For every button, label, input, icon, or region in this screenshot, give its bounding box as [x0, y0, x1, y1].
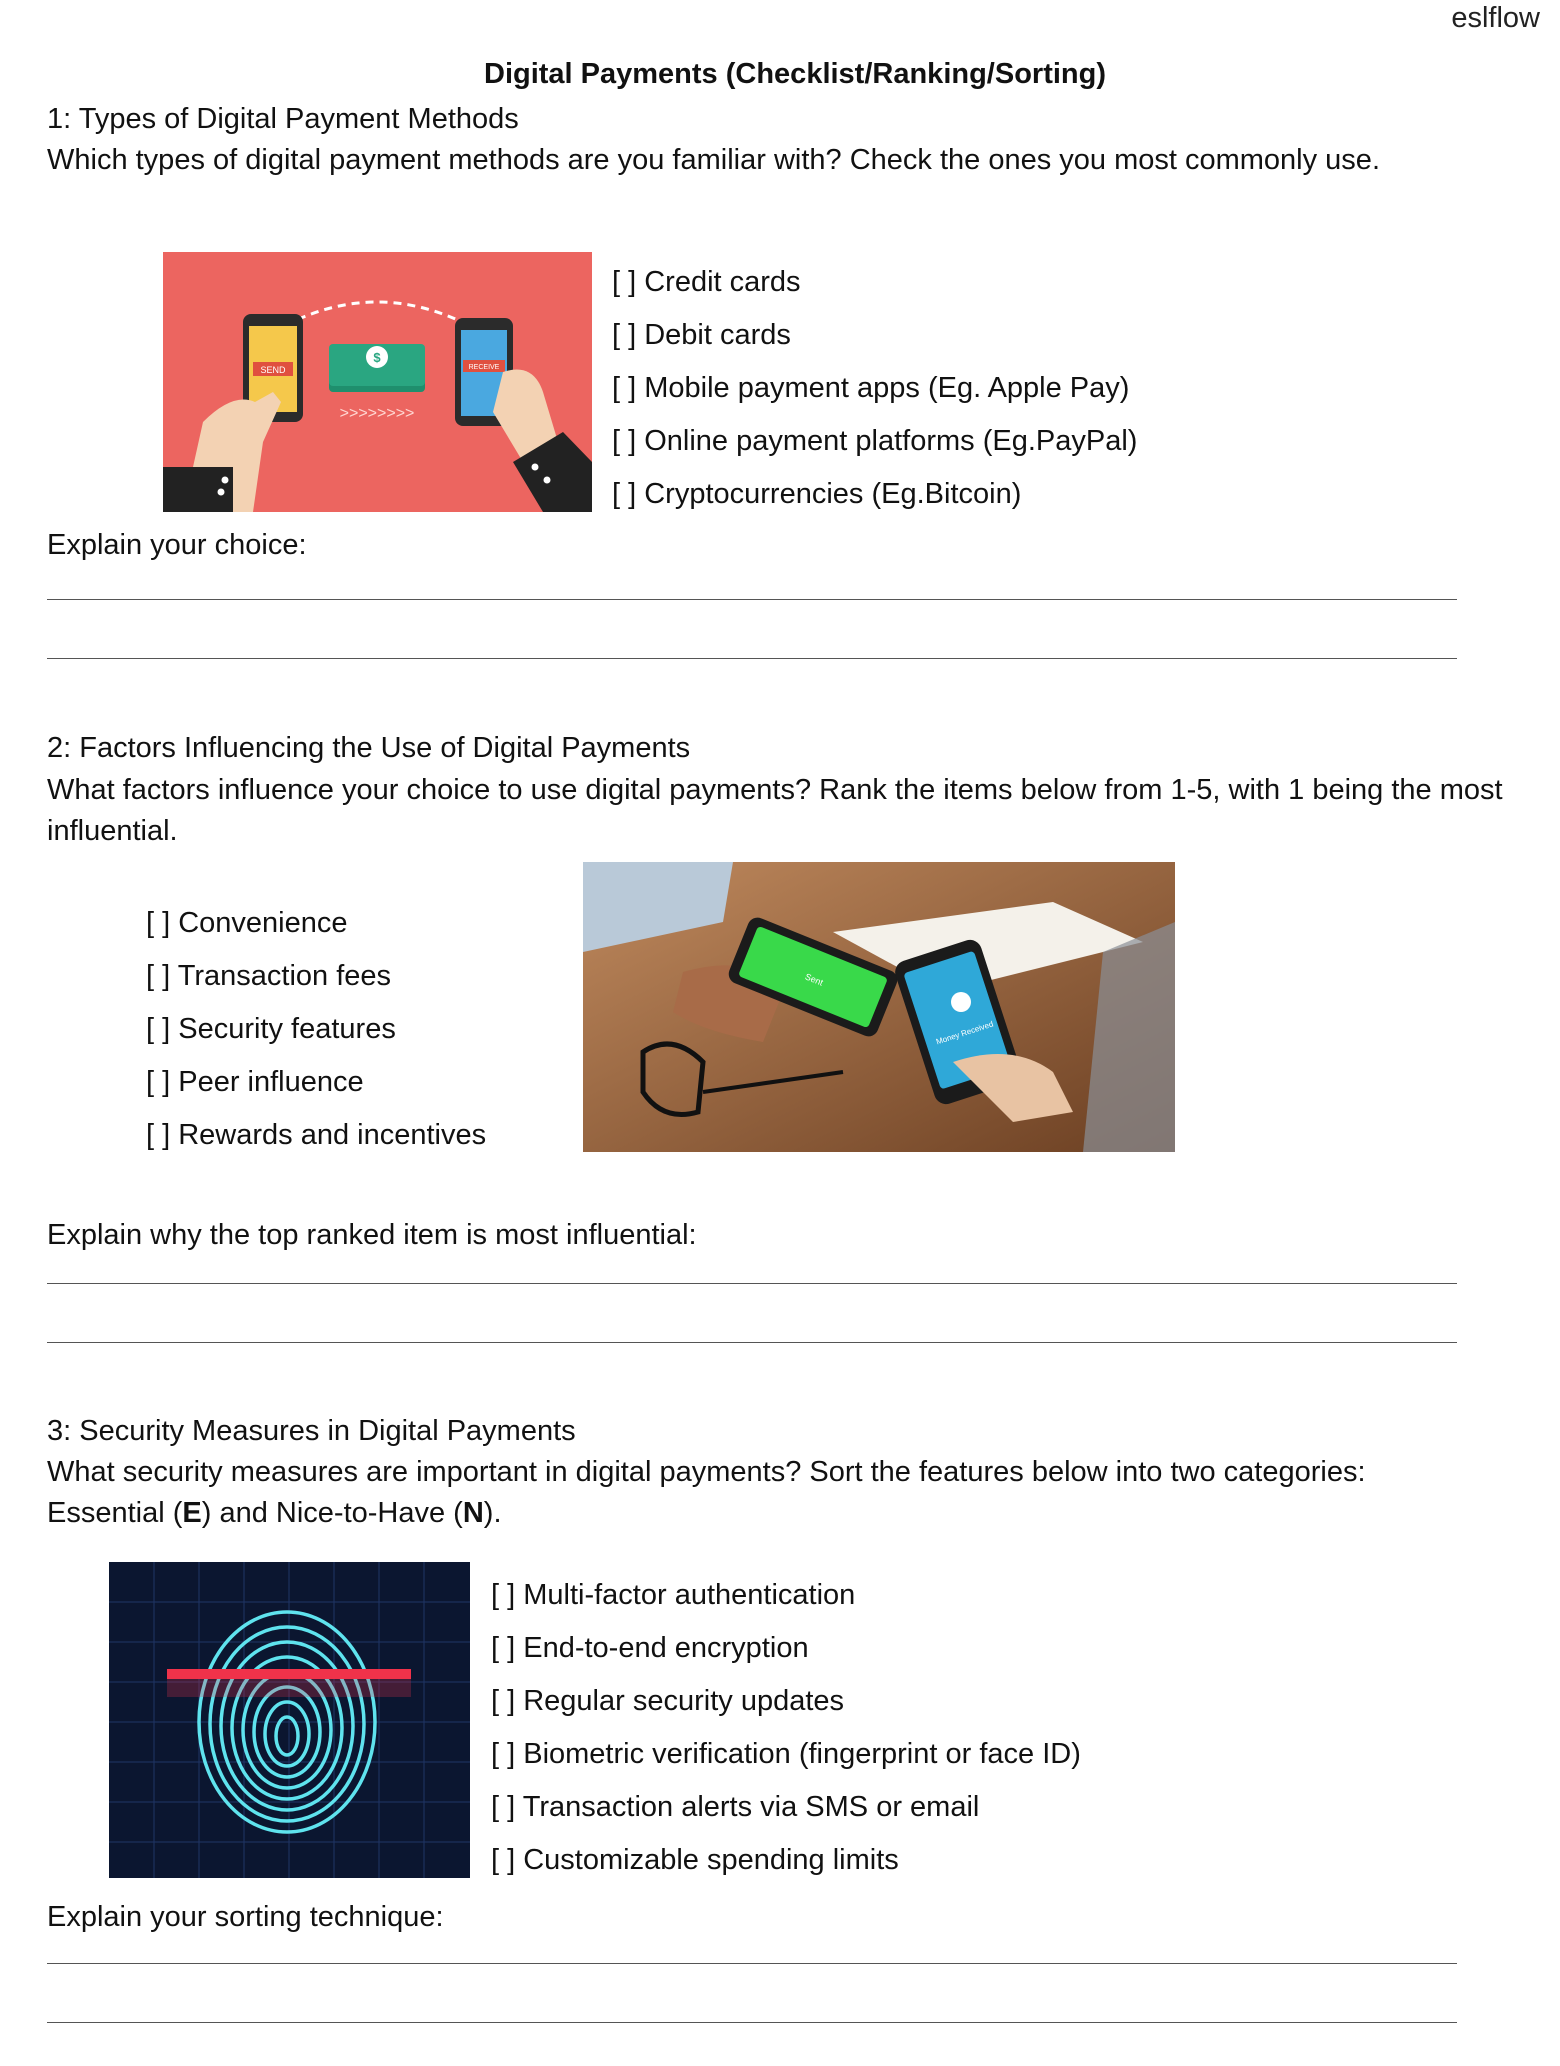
- svg-text:Money Received: Money Received: [934, 1019, 995, 1047]
- section3-question: What security measures are important in digital payments? Sort the features below into two categories:: [47, 1456, 1366, 1488]
- section2-options: [146, 897, 486, 1162]
- checklist-item[interactable]: [ ] Debit cards: [612, 319, 791, 351]
- section3-options: [491, 1569, 1081, 1887]
- sorting-item[interactable]: [ ] Multi-factor authentication: [491, 1579, 856, 1611]
- answer-line[interactable]: [47, 1342, 1457, 1343]
- svg-text:>>>>>>>>: >>>>>>>>: [339, 405, 415, 422]
- brand-label: eslflow: [1451, 2, 1540, 34]
- ranking-item[interactable]: [ ] Rewards and incentives: [146, 1119, 487, 1151]
- answer-line[interactable]: [47, 658, 1457, 659]
- checklist-item[interactable]: [ ] Credit cards: [612, 266, 801, 298]
- section2-heading: 2: Factors Influencing the Use of Digital Payments: [47, 732, 691, 764]
- section2-explain-label: Explain why the top ranked item is most influential:: [47, 1219, 697, 1251]
- section1-explain-label: Explain your choice:: [47, 529, 307, 561]
- receive-label: RECEIVE: [468, 364, 500, 371]
- sorting-item[interactable]: [ ] Regular security updates: [491, 1685, 845, 1717]
- answer-line[interactable]: [47, 1283, 1457, 1284]
- answer-line[interactable]: [47, 1963, 1457, 1964]
- answer-line[interactable]: [47, 2022, 1457, 2023]
- checklist-item[interactable]: [ ] Online payment platforms (Eg.PayPal): [612, 425, 1138, 457]
- sorting-item[interactable]: [ ] Biometric verification (fingerprint or face ID): [491, 1738, 1081, 1770]
- section3-explain-label: Explain your sorting technique:: [47, 1901, 444, 1933]
- ranking-item[interactable]: [ ] Peer influence: [146, 1066, 364, 1098]
- payment-transfer-image: [163, 252, 592, 512]
- fingerprint-scan-image: [109, 1562, 470, 1878]
- answer-line[interactable]: [47, 599, 1457, 600]
- sorting-item[interactable]: [ ] End-to-end encryption: [491, 1632, 809, 1664]
- section3-heading: 3: Security Measures in Digital Payments: [47, 1415, 576, 1447]
- phones-payment-photo: [583, 862, 1175, 1152]
- checklist-item[interactable]: [ ] Cryptocurrencies (Eg.Bitcoin): [612, 478, 1022, 510]
- ranking-item[interactable]: [ ] Security features: [146, 1013, 396, 1045]
- section1-question: Which types of digital payment methods are you familiar with? Check the ones you most commonly use.: [47, 144, 1380, 176]
- send-label: SEND: [260, 365, 286, 375]
- checklist-item[interactable]: [ ] Mobile payment apps (Eg. Apple Pay): [612, 372, 1130, 404]
- section1-heading: 1: Types of Digital Payment Methods: [47, 103, 519, 135]
- ranking-item[interactable]: [ ] Convenience: [146, 907, 348, 939]
- section3-categories: Essential (E) and Nice-to-Have (N).: [47, 1497, 502, 1529]
- sorting-item[interactable]: [ ] Transaction alerts via SMS or email: [491, 1791, 980, 1823]
- sorting-item[interactable]: [ ] Customizable spending limits: [491, 1844, 899, 1876]
- page-title: Digital Payments (Checklist/Ranking/Sorting): [484, 58, 1106, 90]
- svg-text:$: $: [373, 350, 381, 365]
- nice-to-have-code: N: [462, 1497, 484, 1529]
- essential-code: E: [182, 1497, 202, 1529]
- svg-text:Sent: Sent: [803, 971, 825, 988]
- ranking-item[interactable]: [ ] Transaction fees: [146, 960, 392, 992]
- section2-question: What factors influence your choice to use digital payments? Rank the items below from 1-5, with 1 being the most influential.: [47, 774, 1503, 847]
- section1-options: [612, 256, 1137, 521]
